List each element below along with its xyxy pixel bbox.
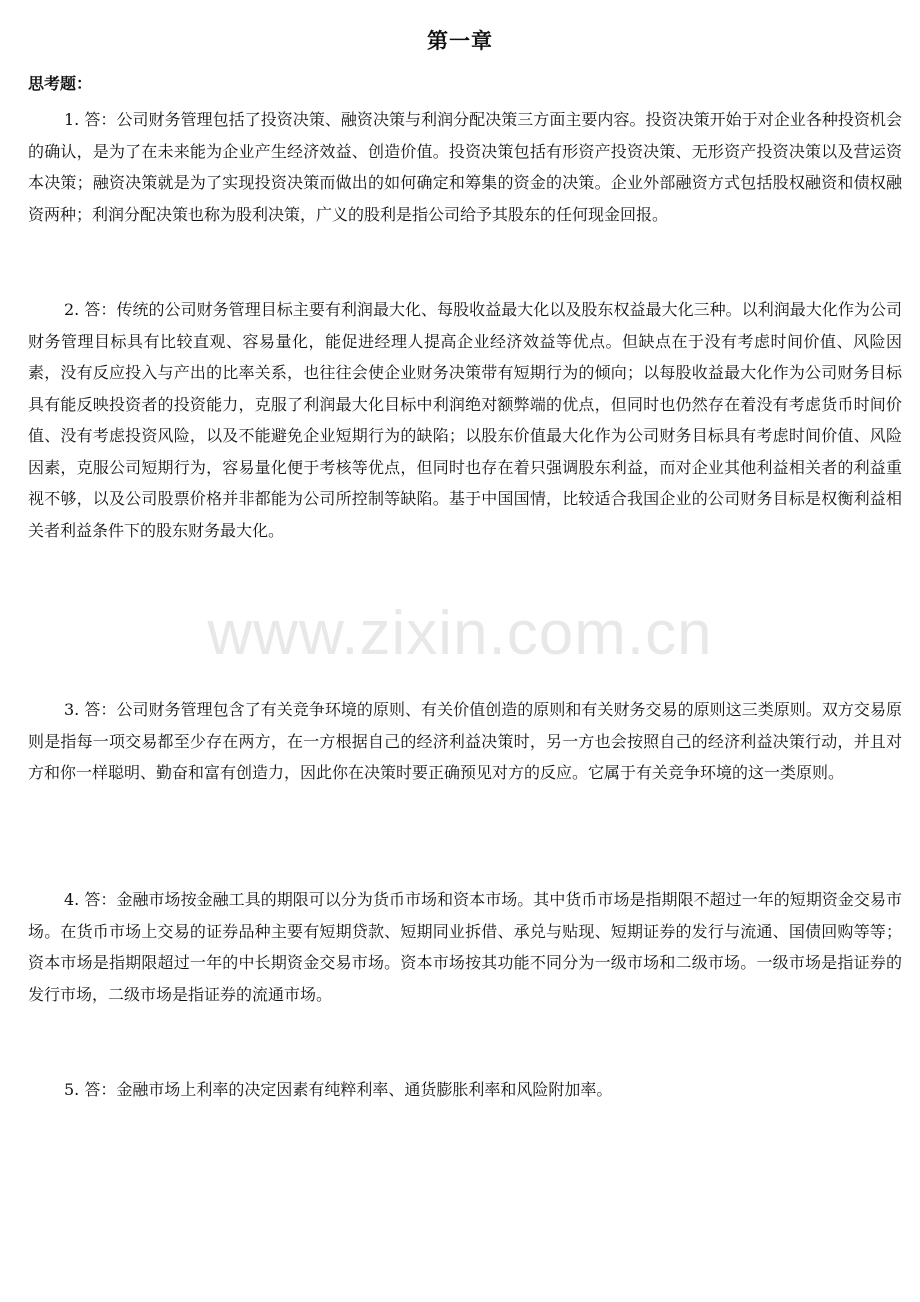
answer-2-paragraph: 2. 答：传统的公司财务管理目标主要有利润最大化、每股收益最大化以及股东权益最大化三种。以利润最大化作为公司财务管理目标具有比较直观、容易量化，能促进经理人提高企业经济效益等优点。但缺点在于没有考虑时间价值、风险因素，没有反应投入与产出的比率关系，也往往会使企业财务决策带有短期行为的倾向；以每股收益最大化作为公司财务目标具有能反映投资者的投资能力，克服了利润最大化目标中利润绝对额弊端的优点，但同时也仍然存在着没有考虑货币时间价值、没有考虑投资风险，以及不能避免企业短期行为的缺陷；以股东价值最大化作为公司财务目标具有考虑时间价值、风险因素，克服公司短期行为，容易量化便于考核等优点，但同时也存在着只强调股东利益，而对企业其他利益相关者的利益重视不够，以及公司股票价格并非都能为公司所控制等缺陷。基于中国国情，比较适合我国企业的公司财务目标是权衡利益相关者利益条件下的股东财务最大化。 — [28, 300, 902, 540]
answer-3-paragraph: 3. 答：公司财务管理包含了有关竞争环境的原则、有关价值创造的原则和有关财务交易的原则这三类原则。双方交易原则是指每一项交易都至少存在两方，在一方根据自己的经济利益决策时，另一方也会按照自己的经济利益决策行动，并且对方和你一样聪明、勤奋和富有创造力，因此你在决策时要正确预见对方的反应。它属于有关竞争环境的这一类原则。 — [28, 700, 902, 782]
watermark: www.zixin.com.cn — [207, 599, 713, 668]
answer-5-paragraph: 5. 答：金融市场上利率的决定因素有纯粹利率、通货膨胀利率和风险附加率。 — [64, 1080, 613, 1099]
section-label: 思考题： — [28, 74, 93, 93]
chapter-title: 第一章 — [427, 28, 493, 53]
answer-4-paragraph: 4. 答：金融市场按金融工具的期限可以分为货币市场和资本市场。其中货币市场是指期限不超过一年的短期资金交易市场。在货币市场上交易的证券品种主要有短期贷款、短期同业拆借、承兑与贴现、短期证券的发行与流通、国债回购等等；资本市场是指期限超过一年的中长期资金交易市场。资本市场按其功能不同分为一级市场和二级市场。一级市场是指证券的发行市场，二级市场是指证券的流通市场。 — [28, 890, 902, 1004]
answer-1-paragraph: 1. 答：公司财务管理包括了投资决策、融资决策与利润分配决策三方面主要内容。投资决策开始于对企业各种投资机会的确认，是为了在未来能为企业产生经济效益、创造价值。投资决策包括有形资产投资决策、无形资产投资决策以及营运资本决策；融资决策就是为了实现投资决策而做出的如何确定和筹集的资金的决策。企业外部融资方式包括股权融资和债权融资两种；利润分配决策也称为股利决策，广义的股利是指公司给予其股东的任何现金回报。 — [28, 110, 902, 224]
